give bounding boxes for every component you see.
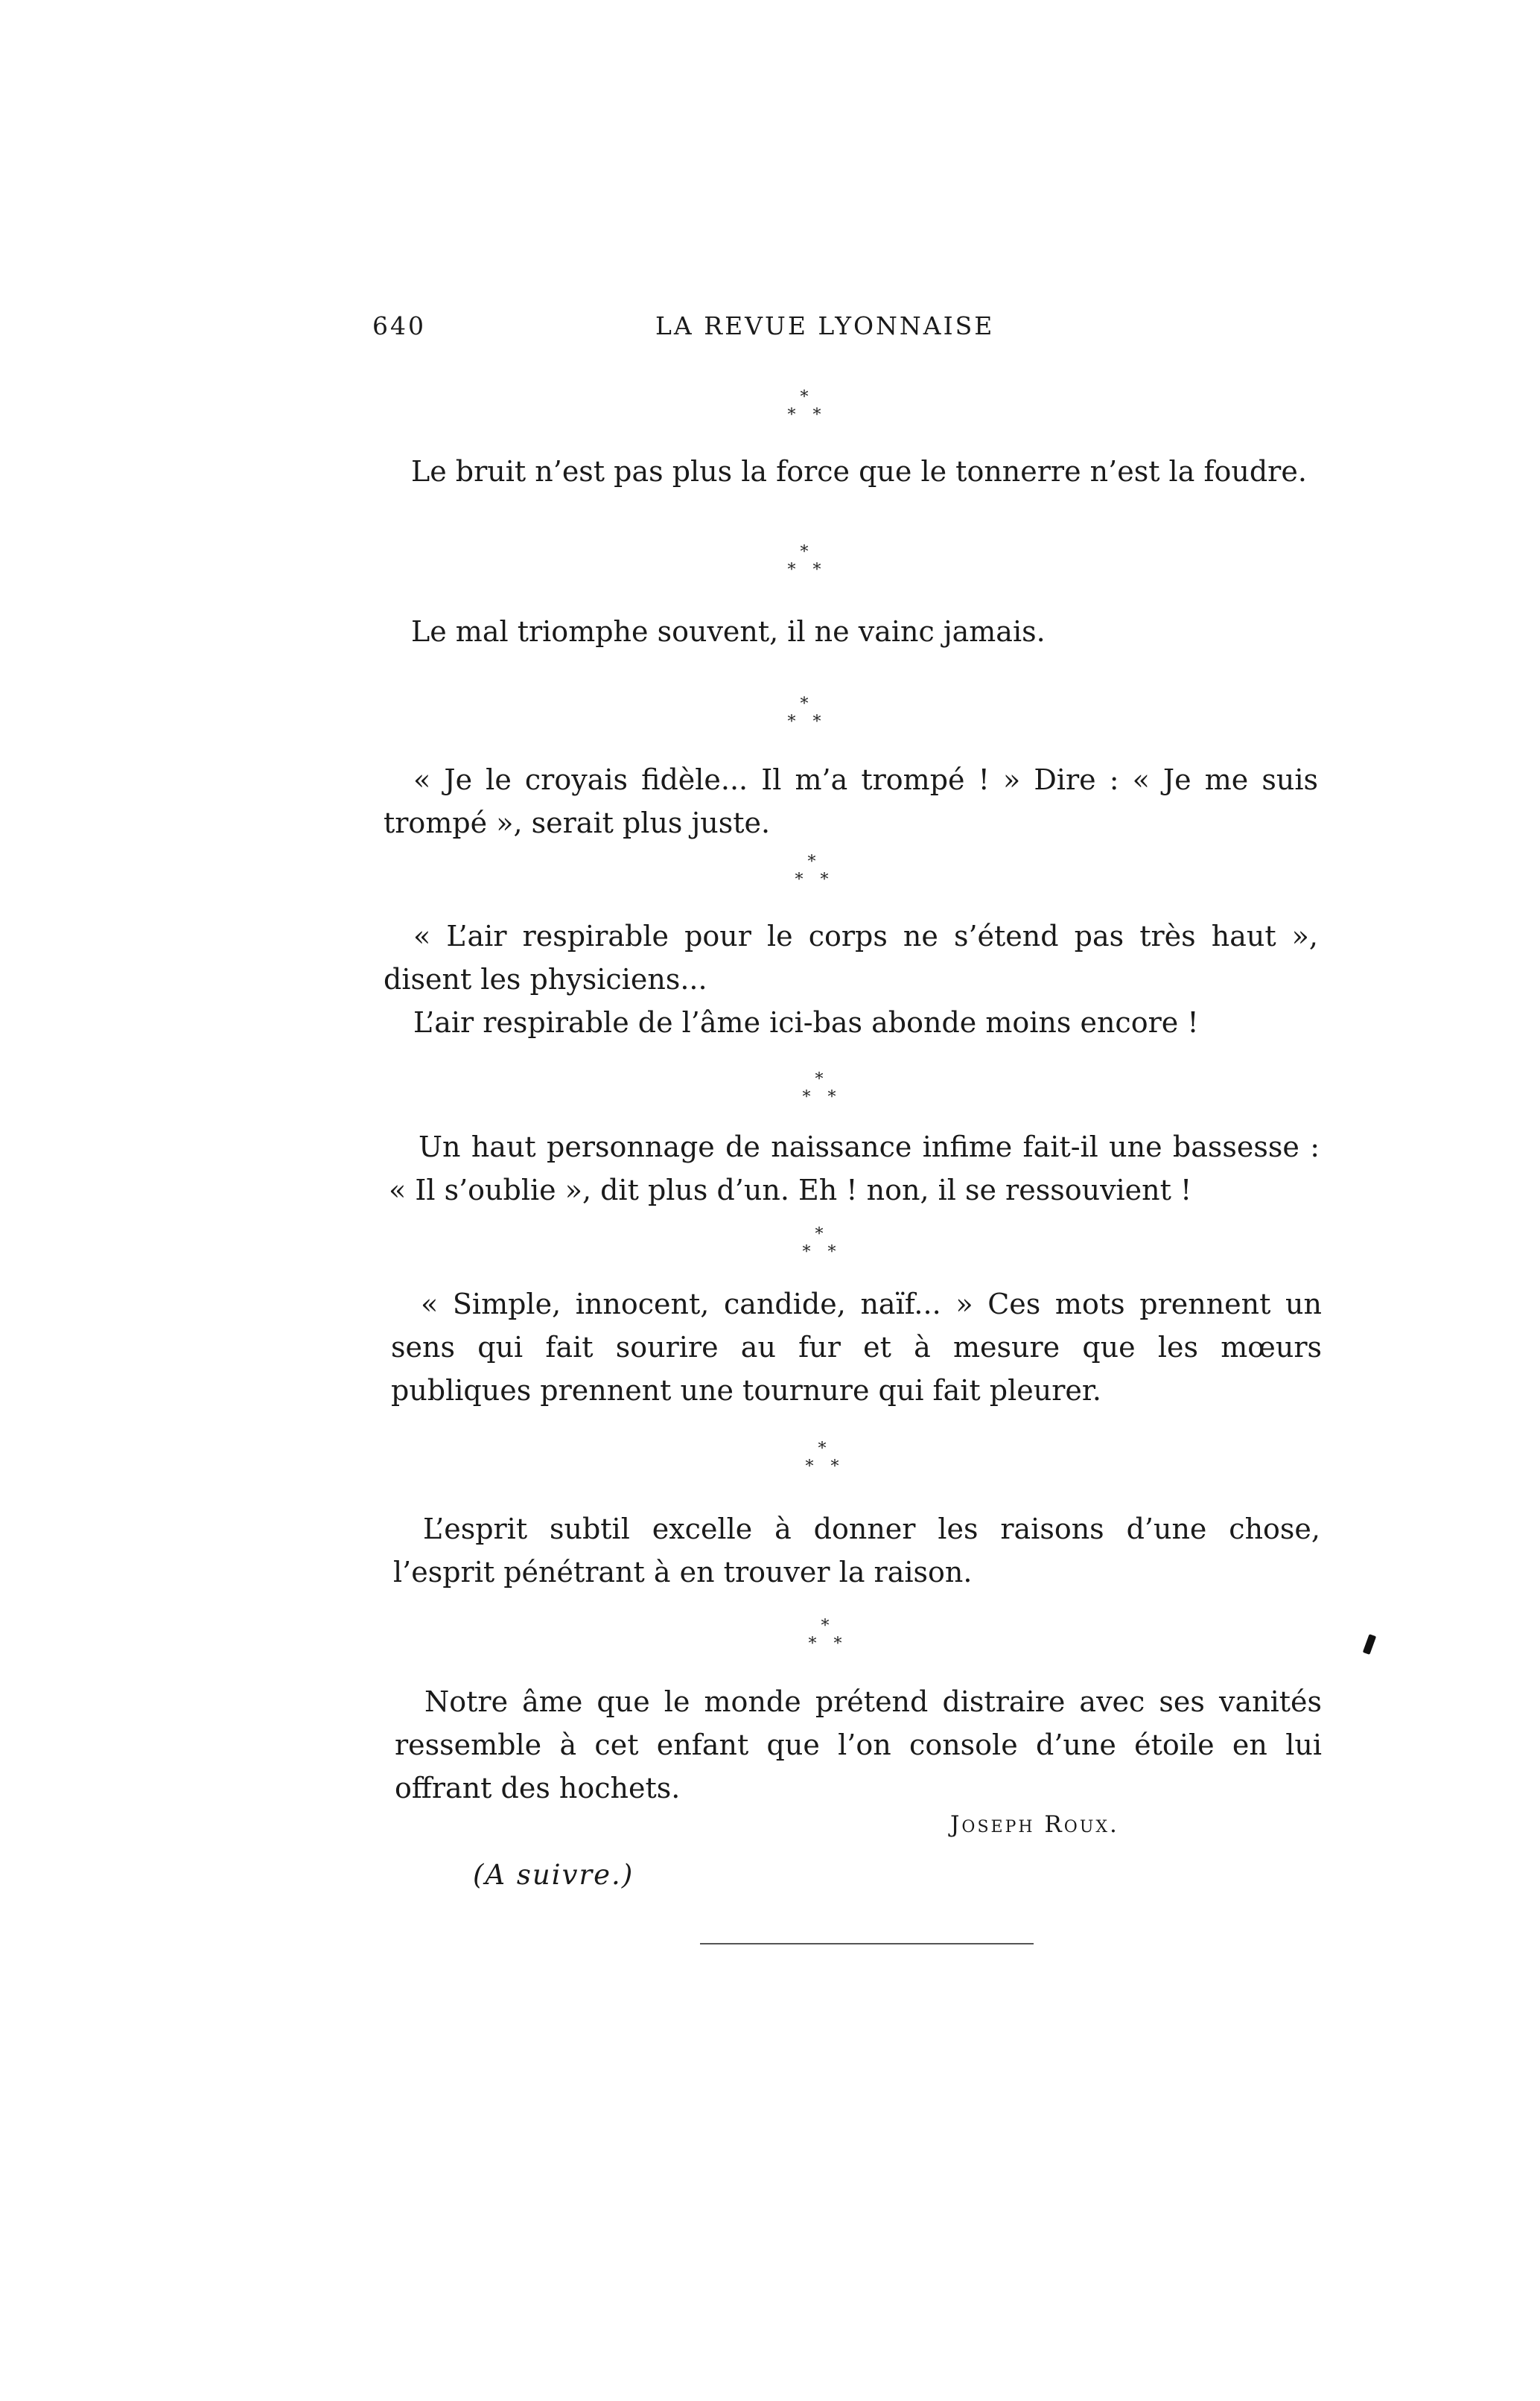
closing-rule <box>700 1943 1034 1944</box>
asterism-separator: * * * <box>805 1440 845 1476</box>
asterism-separator: * * * <box>795 853 835 889</box>
to-be-continued: (A suivre.) <box>473 1859 634 1891</box>
maxim-paragraph: Le mal triomphe souvent, il ne vainc jamais. <box>411 615 1046 648</box>
maxim-paragraph: L’esprit subtil excelle à donner les raisons d’une chose, l’esprit pénétrant à en trouver la raison. <box>393 1513 1320 1589</box>
author-signature: Joseph Roux. <box>950 1811 1119 1838</box>
asterism-separator: * * * <box>802 1070 842 1107</box>
maxim-paragraph: « L’air respirable pour le corps ne s’étend pas très haut », disent les physiciens... <box>384 920 1318 996</box>
journal-title: LA REVUE LYONNAISE <box>655 311 995 340</box>
asterism-separator: * * * <box>787 695 827 731</box>
maxim-paragraph: « Je le croyais fidèle... Il m’a trompé ! » Dire : « Je me suis trompé », serait plus juste. <box>384 763 1318 839</box>
ink-mark <box>1363 1634 1376 1655</box>
maxim-paragraph: « Simple, innocent, candide, naïf... » Ces mots prennent un sens qui fait sourire au fur et à mesure que les mœurs publiques prennent une tournure qui fait pleurer. <box>391 1288 1322 1407</box>
maxim-paragraph-continuation: L’air respirable de l’âme ici-bas abonde moins encore ! <box>413 1006 1199 1039</box>
asterism-separator: * * * <box>787 388 827 424</box>
page-number: 640 <box>372 311 426 340</box>
maxim-paragraph: Un haut personnage de naissance infime fait-il une bassesse : « Il s’oublie », dit plus d’un. Eh ! non, il se ressouvient ! <box>389 1130 1320 1206</box>
asterism-separator: * * * <box>787 543 827 579</box>
asterism-separator: * * * <box>802 1225 842 1262</box>
asterism-separator: * * * <box>808 1617 848 1653</box>
running-head <box>372 311 1296 349</box>
maxim-paragraph: Notre âme que le monde prétend distraire avec ses vanités ressemble à cet enfant que l’on console d’une étoile en lui offrant des hochets. <box>395 1685 1322 1804</box>
maxim-paragraph: Le bruit n’est pas plus la force que le tonnerre n’est la foudre. <box>411 455 1307 488</box>
